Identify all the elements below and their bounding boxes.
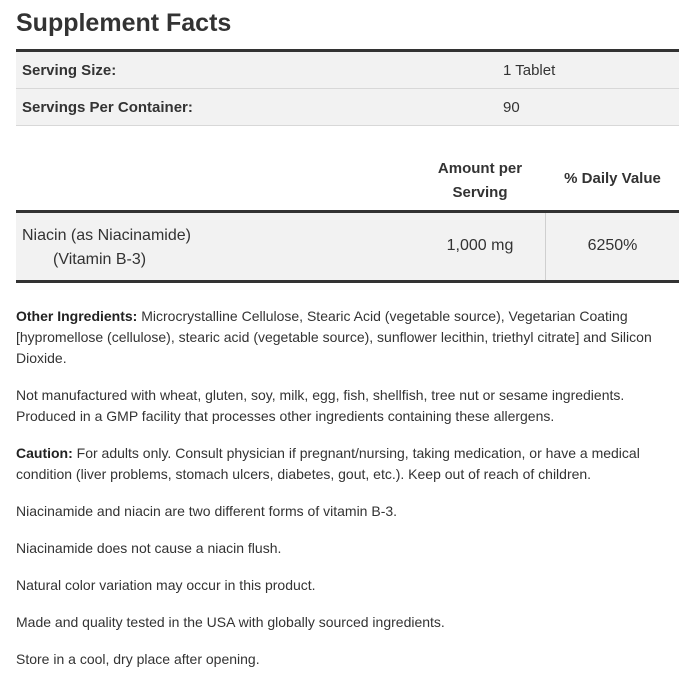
- note-item: Niacinamide and niacin are two different forms of vitamin B-3.: [16, 503, 398, 519]
- servings-per-container-value: 90: [503, 99, 520, 116]
- other-ingredients-text: Microcrystalline Cellulose, Stearic Acid (vegetable source), Vegetarian Coating [hypromellose (cellulose), stearic acid (vegetable source), sunflower lecithin, triethyl citrate] and Silicon Dioxide.: [16, 308, 652, 366]
- other-ingredients: [16, 306, 680, 369]
- allergen-line-2: Produced in a GMP facility that processes other ingredients containing these allergens.: [16, 408, 555, 424]
- caution-statement: [16, 443, 680, 485]
- nutrient-table-header: [16, 150, 679, 213]
- page-title: Supplement Facts: [16, 9, 232, 37]
- serving-table: [16, 49, 679, 126]
- serving-size-value: 1 Tablet: [503, 62, 556, 79]
- nutrient-amount: 1,000 mg: [446, 237, 514, 254]
- product-notes: [16, 306, 680, 686]
- nutrient-name-sub: (Vitamin B-3): [53, 251, 147, 268]
- daily-value-header: % Daily Value: [564, 170, 661, 187]
- amount-header-line1: Amount per: [437, 160, 523, 177]
- nutrient-daily-value: 6250%: [587, 237, 638, 254]
- caution-label: Caution:: [16, 445, 73, 461]
- note-item: Made and quality tested in the USA with globally sourced ingredients.: [16, 614, 445, 630]
- allergen-statement: [16, 385, 680, 427]
- nutrient-row: [16, 213, 679, 283]
- nutrient-name-main: Niacin (as Niacinamide): [22, 227, 191, 244]
- note-item: Store in a cool, dry place after opening.: [16, 651, 260, 667]
- note-item: Natural color variation may occur in this product.: [16, 577, 316, 593]
- other-ingredients-label: Other Ingredients:: [16, 308, 138, 324]
- servings-per-container-label: Servings Per Container:: [22, 99, 193, 116]
- allergen-line-1: Not manufactured with wheat, gluten, soy, milk, egg, fish, shellfish, tree nut or sesame ingredients.: [16, 387, 625, 403]
- amount-per-serving-header: [421, 157, 539, 205]
- servings-per-container-row: [16, 89, 679, 126]
- nutrient-name: [22, 224, 191, 272]
- amount-header-line2: Serving: [452, 184, 508, 201]
- caution-text: For adults only. Consult physician if pregnant/nursing, taking medication, or have a medical condition (liver problems, stomach ulcers, diabetes, gout, etc.). Keep out of reach of children.: [16, 445, 640, 482]
- serving-size-label: Serving Size:: [22, 62, 117, 79]
- serving-size-row: [16, 52, 679, 89]
- note-item: Niacinamide does not cause a niacin flush.: [16, 540, 282, 556]
- nutrient-table: [16, 150, 679, 283]
